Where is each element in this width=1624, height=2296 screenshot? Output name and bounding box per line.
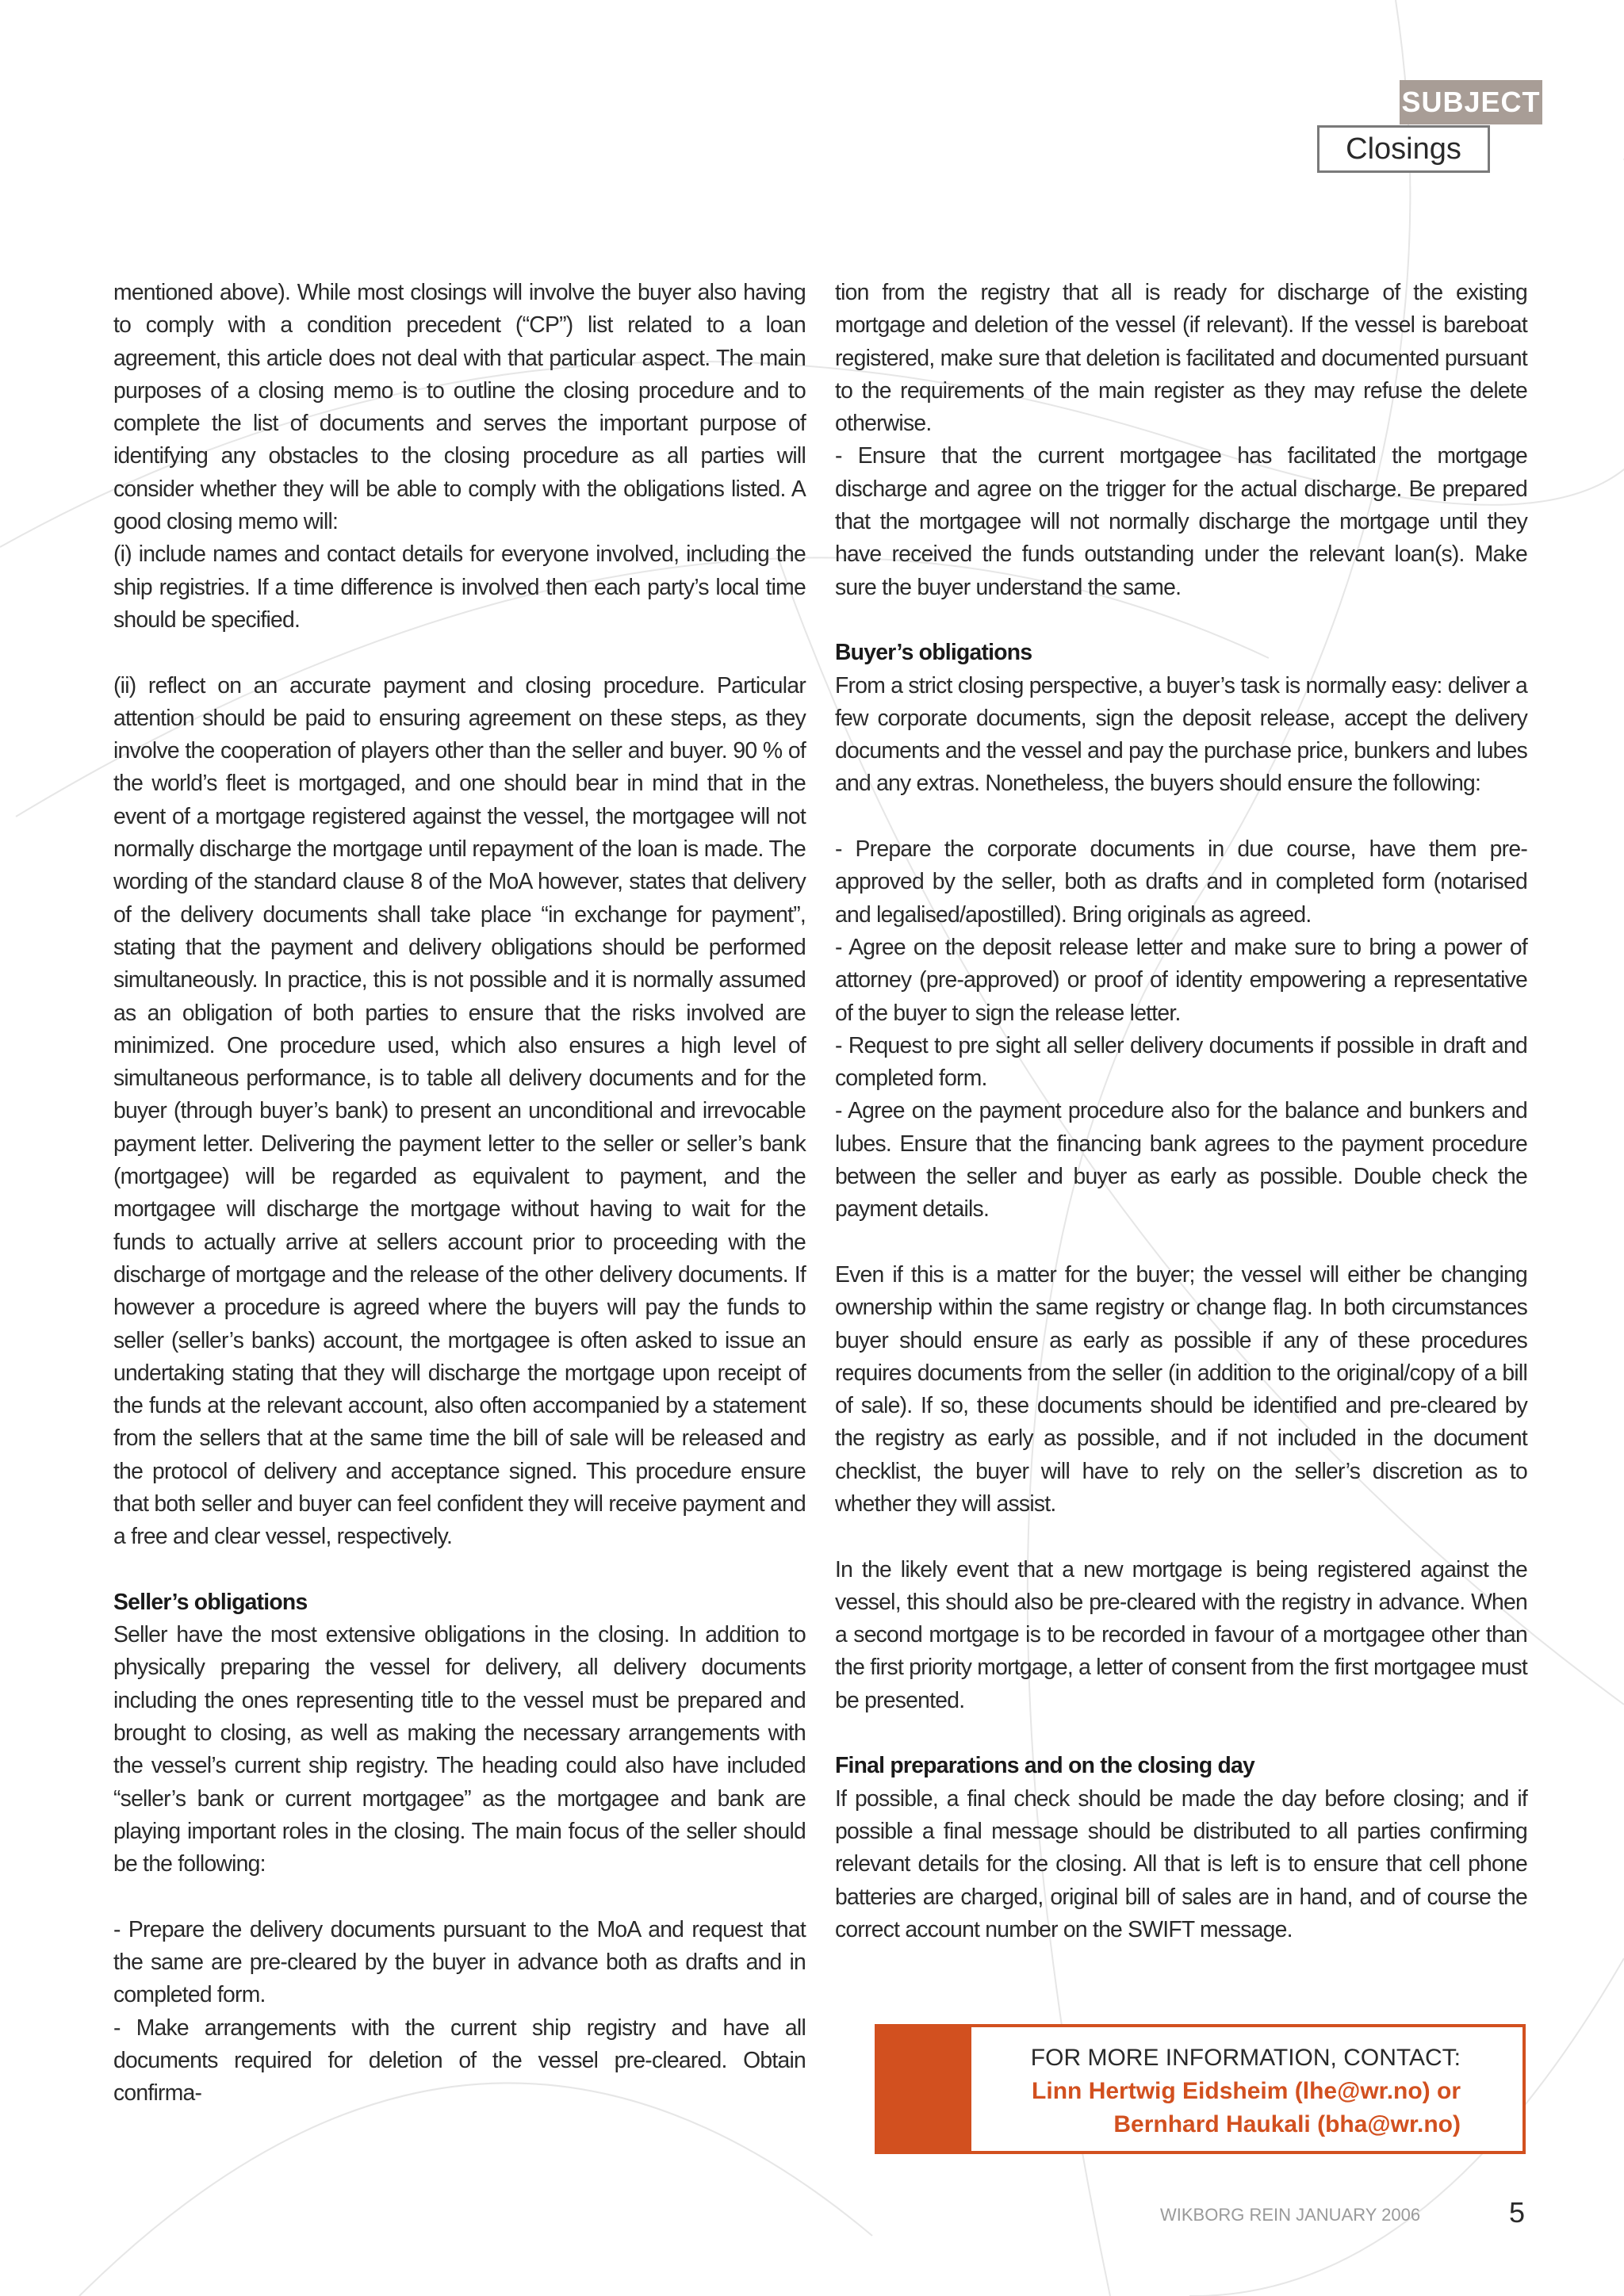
paragraph: - Agree on the payment procedure also for the balance and bunkers and lubes. Ensure that the financing bank agrees to the payment procedure between the seller and buyer as early as possible. Double check the payment details. (835, 1097, 1527, 1222)
paragraph: - Make arrangements with the current ship registry and have all documents required for deletion of the vessel pre-cleared. Obtain confirma- (113, 2014, 806, 2106)
contact-accent-bar (878, 2027, 971, 2151)
paragraph: tion from the registry that all is ready for discharge of the existing mortgage and deletion of the vessel (if relevant). If the vessel is bareboat registered, make sure that deletion is facilitated and documented pursuant to the requirements of the main register as they may refuse the delete otherwise. (835, 279, 1527, 436)
paragraph: (ii) reflect on an accurate payment and closing procedure. Particular attention should be paid to ensuring agreement on these steps, as they involve the cooperation of players other than the seller and buyer. 90 % of the world’s fleet is mortgaged, and one should bear in mind that in the event of a mortgage registered against the vessel, the mortgagee will not normally discharge the mortgage until repayment of the loan is made. The wording of the standard clause 8 of the MoA however, states that delivery of the delivery documents shall take place “in exchange for payment”, stating that the payment and delivery obligations should be performed simultaneously. In practice, this is not possible and it is normally assumed as an obligation of both parties to ensure that the risks involved are minimized. One procedure used, which also ensures a high level of simultaneous performance, is to table all delivery documents and for the buyer (through buyer’s bank) to present an unconditional and irrevocable payment letter. Delivering the payment letter to the seller or seller’s bank (mortgagee) will be regarded as equivalent to payment, and the mortgagee will discharge the mortgage without having to wait for the funds to actually arrive at sellers account prior to proceeding with the discharge of mortgage and the release of the other delivery documents. If however a procedure is agreed where the buyers will pay the funds to seller (seller’s banks) account, the mortgagee is often asked to issue an undertaking stating that they will discharge the mortgage upon receipt of the funds at the relevant account, also often accompanied by a statement from the sellers that at the same time the bill of sale will be released and the protocol of delivery and acceptance signed. This procedure ensure that both seller and buyer can feel confident they will receive payment and a free and clear vessel, respectively. (113, 672, 806, 1549)
paragraph: - Prepare the corporate documents in due course, have them pre-approved by the seller, both as drafts and in completed form (notarised and legalised/apostilled). Bring originals as agreed. (835, 836, 1527, 927)
paragraph: Seller have the most extensive obligations in the closing. In addition to physically preparing the vessel for delivery, all delivery documents including the ones representing title to the vessel must be prepared and brought to closing, as well as making the necessary arrangements with the vessel’s current ship registry. The heading could also have included “seller’s bank or current mortgagee” as the mortgagee and bank are playing important roles in the closing. The main focus of the seller should be the following: (113, 1621, 806, 1877)
contact-heading: FOR MORE INFORMATION, CONTACT: (1030, 2045, 1461, 2071)
paragraph: - Agree on the deposit release letter and make sure to bring a power of attorney (pre-approved) or proof of identity empowering a representative of the buyer to sign the release letter. (835, 933, 1527, 1025)
section-heading-seller: Seller’s obligations (113, 1588, 308, 1614)
section-heading-final: Final preparations and on the closing day (835, 1752, 1254, 1778)
paragraph: Even if this is a matter for the buyer; the vessel will either be changing ownership within the same registry or change flag. In both circumstances buyer should ensure as early as possible if any of these procedures requires documents from the seller (in addition to the original/copy of a bill of sale). If so, these documents should be identified and pre-cleared by the registry as early as possible, and if not included in the document checklist, the buyer will have to rely on the seller’s discretion as to whether they will assist. (835, 1261, 1527, 1516)
contact-text (1031, 2042, 1461, 2141)
subject-tag: SUBJECT (1400, 80, 1542, 124)
paragraph: In the likely event that a new mortgage is being registered against the vessel, this should also be pre-cleared with the registry in advance. When a second mortgage is to be recorded in favour of a mortgagee other than the first priority mortgage, a letter of consent from the first mortgagee must be presented. (835, 1556, 1527, 1712)
paragraph: - Ensure that the current mortgagee has facilitated the mortgage discharge and agree on the trigger for the actual discharge. Be prepared that the mortgagee will not normally discharge the mortgage until they have received the funds outstanding under the relevant loan(s). Make sure the buyer understand the same. (835, 442, 1527, 599)
subject-title: Closings (1317, 125, 1490, 173)
left-column (113, 276, 806, 2110)
right-column (835, 276, 1527, 1946)
contact-person-2[interactable]: Bernhard Haukali (bha@wr.no) (1113, 2111, 1461, 2137)
contact-box (875, 2024, 1526, 2154)
page-number: 5 (1509, 2196, 1526, 2229)
paragraph: - Prepare the delivery documents pursuant to the MoA and request that the same are pre-cleared by the buyer in advance both as drafts and in completed form. (113, 1915, 806, 2007)
paragraph: From a strict closing perspective, a buyer’s task is normally easy: deliver a few corporate documents, sign the deposit release, accept the delivery documents and the vessel and pay the purchase price, bunkers and lubes and any extras. Nonetheless, the buyers should ensure the following: (835, 672, 1527, 796)
paragraph: (i) include names and contact details for everyone involved, including the ship registries. If a time difference is involved then each party’s local time should be specified. (113, 541, 806, 632)
contact-person-1[interactable]: Linn Hertwig Eidsheim (lhe@wr.no) or (1032, 2078, 1461, 2104)
section-heading-buyer: Buyer’s obligations (835, 639, 1032, 665)
footer-publication: WIKBORG REIN JANUARY 2006 (1160, 2205, 1421, 2225)
paragraph: mentioned above). While most closings will involve the buyer also having to comply with a condition precedent (“CP”) list related to a loan agreement, this article does not deal with that particular aspect. The main purposes of a closing memo is to outline the closing procedure and to complete the list of documents and serves the important purpose of identifying any obstacles to the closing procedure as all parties will consider whether they will be able to comply with the obligations listed. A good closing memo will: (113, 279, 806, 534)
paragraph: - Request to pre sight all seller delivery documents if possible in draft and completed form. (835, 1031, 1527, 1091)
paragraph: If possible, a final check should be made the day before closing; and if possible a final message should be distributed to all parties confirming relevant details for the closing. All that is left is to ensure that cell phone batteries are charged, original bill of sales are in hand, and of course the correct account number on the SWIFT message. (835, 1785, 1527, 1942)
